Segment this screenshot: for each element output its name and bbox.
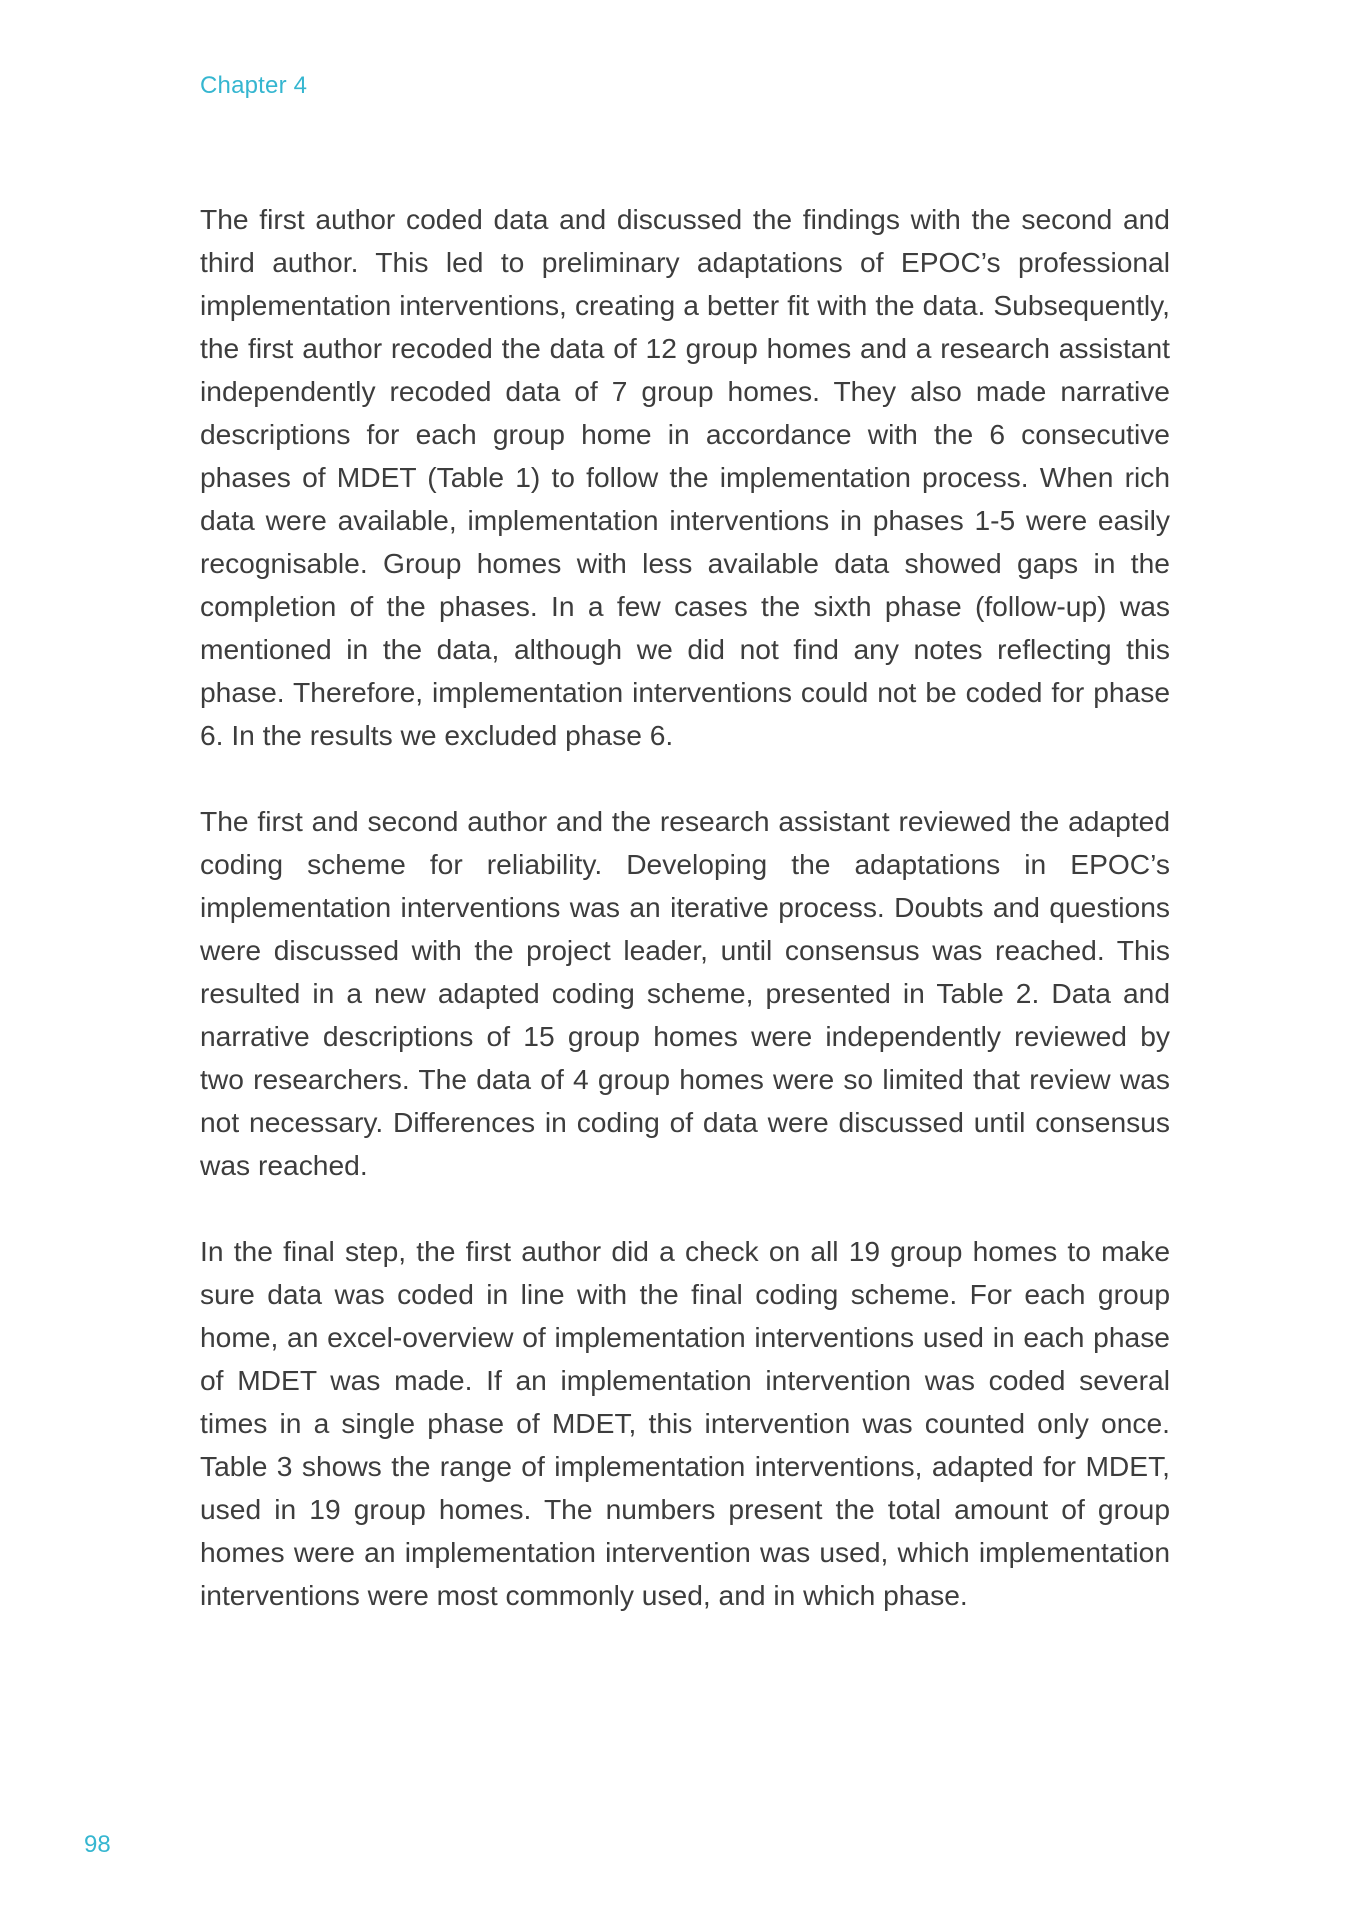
paragraph-coding-process: The first author coded data and discussed the findings with the second and third author. This led to preliminary adaptations of EPOC’s professional implementation interventions, creating a better fit with the data. Subsequently, the first author recoded the data of 12 group homes and a research assistant independently recoded data of 7 group homes. They also made narrative descriptions for each group home in accordance with the 6 consecutive phases of MDET (Table 1) to follow the implementation process. When rich data were available, implementation interventions in phases 1-5 were easily recognisable. Group homes with less available data showed gaps in the completion of the phases. In a few cases the sixth phase (follow-up) was mentioned in the data, although we did not find any notes reflecting this phase. Therefore, implementation interventions could not be coded for phase 6. In the results we excluded phase 6. <box>200 203 1170 751</box>
paragraph-final-check: In the final step, the first author did a check on all 19 group homes to make sure data was coded in line with the final coding scheme. For each group home, an excel-overview of implementation interventions used in each phase of MDET was made. If an implementation intervention was coded several times in a single phase of MDET, this intervention was counted only once. Table 3 shows the range of implementation interventions, adapted for MDET, used in 19 group homes. The numbers present the total amount of group homes were an implementation intervention was used, which implementation interventions were most commonly used, and in which phase. <box>200 1235 1170 1611</box>
chapter-header: Chapter 4 <box>200 72 308 99</box>
page-number: 98 <box>84 1831 111 1858</box>
main-body-text <box>200 198 1170 1660</box>
paragraph-reliability-review: The first and second author and the research assistant reviewed the adapted coding scheme for reliability. Developing the adaptations in EPOC’s implementation interventions was an iterative process. Doubts and questions were discussed with the project leader, until consensus was reached. This resulted in a new adapted coding scheme, presented in Table 2. Data and narrative descriptions of 15 group homes were independently reviewed by two researchers. The data of 4 group homes were so limited that review was not necessary. Differences in coding of data were discussed until consensus was reached. <box>200 805 1170 1181</box>
